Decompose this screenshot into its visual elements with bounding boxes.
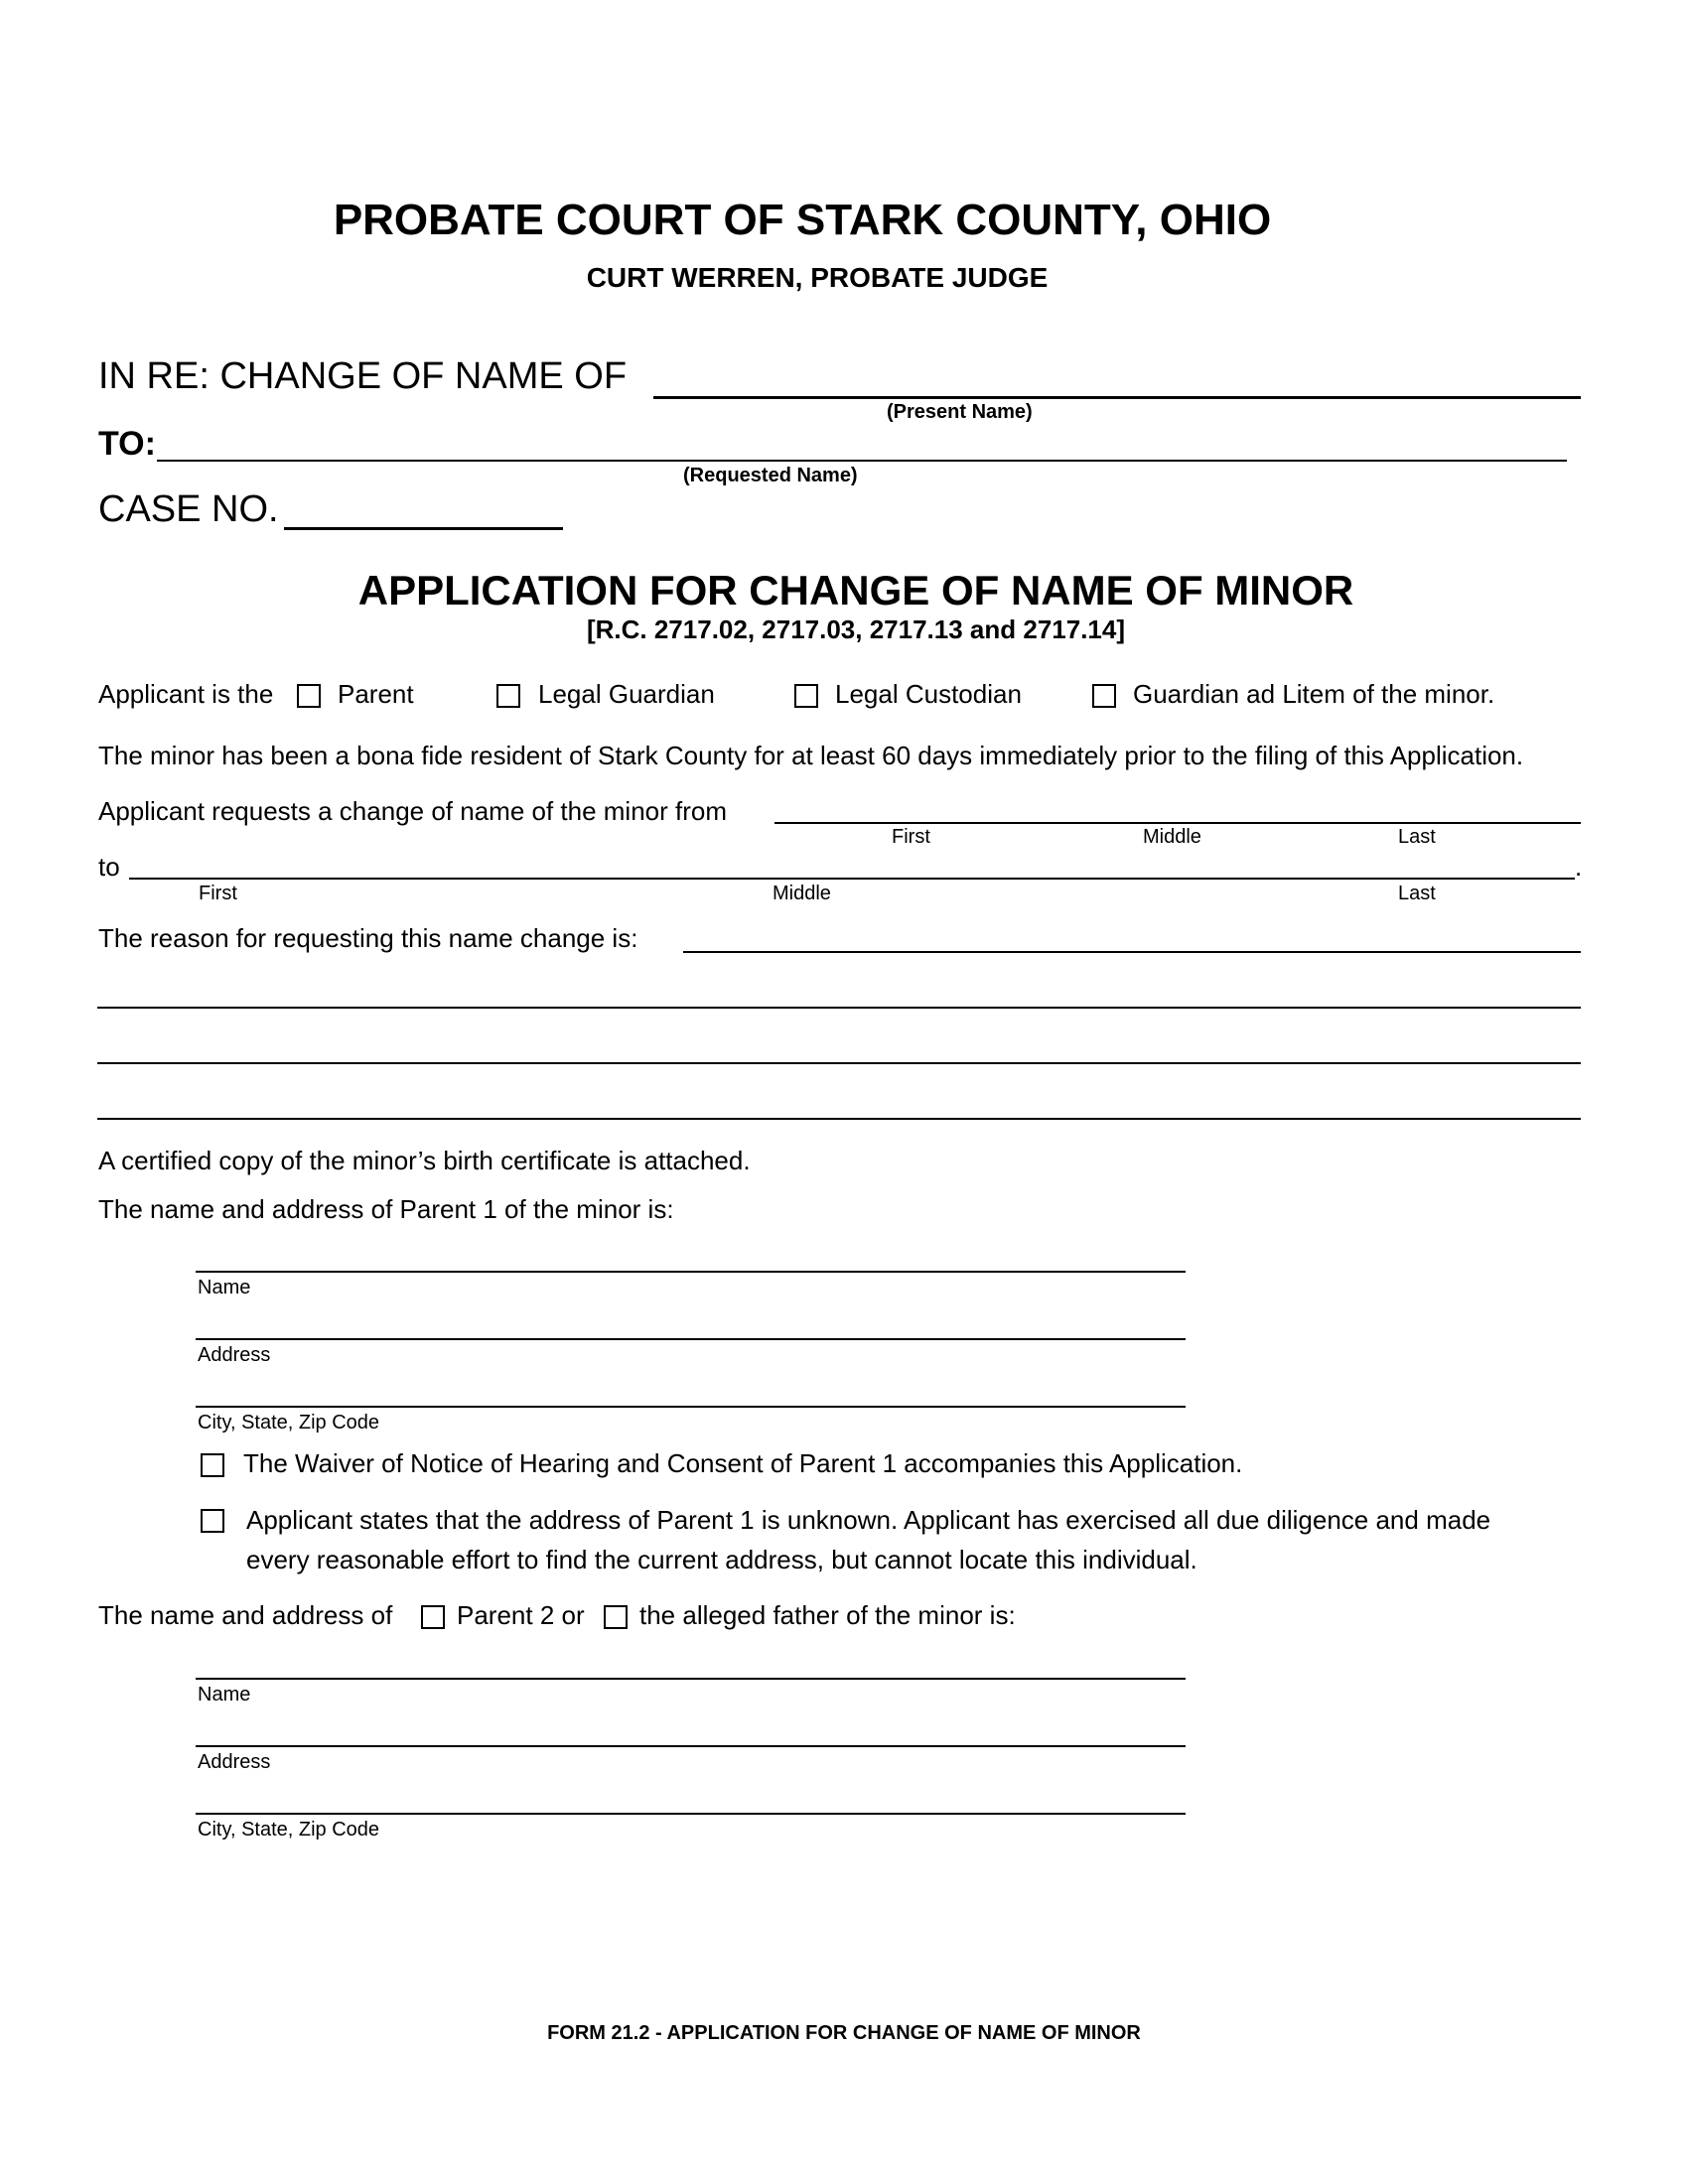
legal-guardian-checkbox[interactable] — [496, 684, 520, 708]
to-first-caption: First — [199, 883, 237, 904]
alleged-father-checkbox[interactable] — [604, 1605, 628, 1629]
court-title: PROBATE COURT OF STARK COUNTY, OHIO — [333, 196, 1272, 244]
requested-name-line — [157, 460, 1567, 462]
parent1-unknown-checkbox[interactable] — [201, 1509, 224, 1533]
reason-input-1[interactable] — [687, 919, 1585, 955]
reason-line-2 — [97, 1007, 1581, 1009]
parent2-address-line — [196, 1745, 1186, 1747]
application-title: APPLICATION FOR CHANGE OF NAME OF MINOR — [357, 567, 1354, 614]
parent2-option-label: Parent 2 or — [457, 1600, 585, 1630]
parent1-city-caption: City, State, Zip Code — [198, 1412, 380, 1433]
parent1-city-input[interactable] — [199, 1372, 1186, 1408]
from-last-caption: Last — [1398, 826, 1436, 848]
to-label: TO: — [98, 425, 156, 463]
parent1-label: The name and address of Parent 1 of the minor is: — [98, 1194, 674, 1224]
parent1-unknown-text-line2: every reasonable effort to find the current address, but cannot locate this individual. — [246, 1545, 1197, 1574]
parent2-name-caption: Name — [198, 1684, 251, 1706]
requested-name-caption: (Requested Name) — [683, 465, 858, 486]
present-name-line — [653, 396, 1581, 399]
in-re-label: IN RE: CHANGE OF NAME OF — [98, 355, 628, 397]
to-last-caption: Last — [1398, 883, 1436, 904]
parent1-address-caption: Address — [198, 1344, 271, 1366]
parent2-checkbox[interactable] — [421, 1605, 445, 1629]
parent1-name-input[interactable] — [199, 1237, 1186, 1273]
reason-line-3 — [97, 1062, 1581, 1064]
from-first-caption: First — [892, 826, 930, 848]
parent2-address-caption: Address — [198, 1751, 271, 1773]
parent1-waiver-text: The Waiver of Notice of Hearing and Consent of Parent 1 accompanies this Application. — [243, 1448, 1243, 1478]
parent-checkbox[interactable] — [297, 684, 321, 708]
from-name-line — [774, 822, 1581, 824]
birth-certificate-statement: A certified copy of the minor’s birth certificate is attached. — [98, 1146, 751, 1175]
parent2-city-line — [196, 1813, 1186, 1815]
parent1-address-line — [196, 1338, 1186, 1340]
from-middle-caption: Middle — [1143, 826, 1201, 848]
parent1-unknown-text-line1: Applicant states that the address of Parent 1 is unknown. Applicant has exercised all due diligence and made — [246, 1505, 1491, 1535]
reason-line-4 — [97, 1118, 1581, 1120]
parent1-name-line — [196, 1271, 1186, 1273]
parent1-name-caption: Name — [198, 1277, 251, 1298]
legal-custodian-option-label: Legal Custodian — [835, 679, 1022, 709]
to-name-line — [129, 878, 1575, 880]
case-no-label: CASE NO. — [98, 488, 279, 530]
guardian-ad-litem-option-label: Guardian ad Litem of the minor. — [1133, 679, 1495, 709]
reason-input-2[interactable] — [99, 975, 1583, 1011]
to-name-period: . — [1575, 852, 1583, 882]
parent1-waiver-checkbox[interactable] — [201, 1453, 224, 1477]
residency-statement: The minor has been a bona fide resident of Stark County for at least 60 days immediately prior to the filing of this Application. — [98, 741, 1524, 770]
to-middle-caption: Middle — [773, 883, 831, 904]
from-label: Applicant requests a change of name of the minor from — [98, 796, 728, 826]
reason-line-1 — [683, 951, 1581, 953]
present-name-caption: (Present Name) — [887, 401, 1033, 423]
parent2-city-caption: City, State, Zip Code — [198, 1819, 380, 1841]
legal-custodian-checkbox[interactable] — [794, 684, 818, 708]
parent2-address-input[interactable] — [199, 1711, 1186, 1747]
parent2-label-start: The name and address of — [98, 1600, 393, 1630]
parent1-city-line — [196, 1406, 1186, 1408]
parent2-name-input[interactable] — [199, 1644, 1186, 1680]
from-name-input[interactable] — [778, 794, 1585, 830]
parent2-name-line — [196, 1678, 1186, 1680]
alleged-father-option-label: the alleged father of the minor is: — [639, 1600, 1016, 1630]
to-name-input[interactable] — [133, 850, 1577, 886]
present-name-input[interactable] — [655, 361, 1583, 397]
to-lowercase-label: to — [98, 852, 120, 882]
judge-name: CURT WERREN, PROBATE JUDGE — [586, 262, 1049, 293]
form-footer: FORM 21.2 - APPLICATION FOR CHANGE OF NAME OF MINOR — [547, 2022, 1141, 2044]
applicant-lead: Applicant is the — [98, 679, 274, 709]
parent2-city-input[interactable] — [199, 1779, 1186, 1815]
reason-input-4[interactable] — [99, 1086, 1583, 1122]
reason-input-3[interactable] — [99, 1030, 1583, 1066]
parent1-address-input[interactable] — [199, 1304, 1186, 1340]
reason-label: The reason for requesting this name change is: — [98, 923, 638, 953]
guardian-ad-litem-checkbox[interactable] — [1092, 684, 1116, 708]
case-no-line — [284, 527, 563, 530]
legal-guardian-option-label: Legal Guardian — [538, 679, 715, 709]
statutes: [R.C. 2717.02, 2717.03, 2717.13 and 2717.14] — [586, 614, 1126, 644]
parent-option-label: Parent — [338, 679, 414, 709]
requested-name-input[interactable] — [161, 425, 1565, 461]
case-no-input[interactable] — [288, 492, 565, 528]
